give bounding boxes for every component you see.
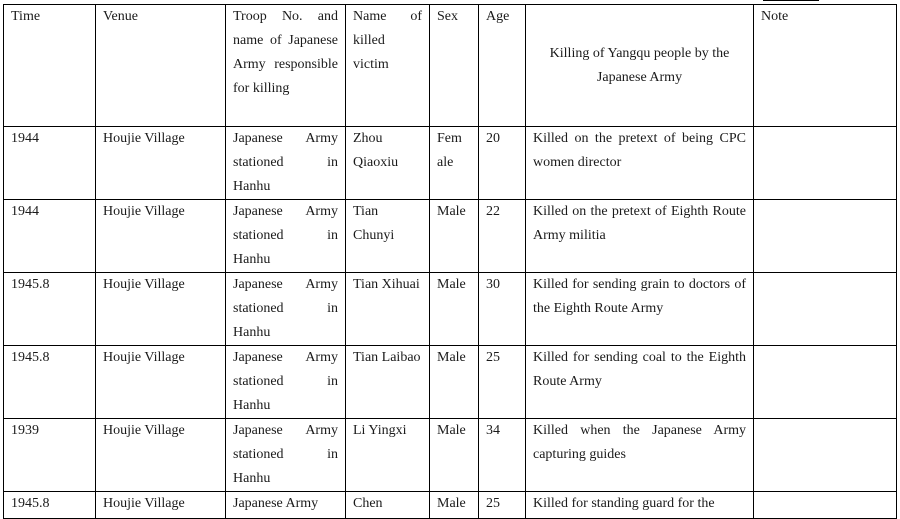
cell-time: 1945.8 bbox=[4, 346, 96, 419]
victims-table bbox=[3, 4, 897, 519]
cell-victim-name: Zhou Qiaoxiu bbox=[346, 127, 430, 200]
cell-troop: Japanese Army stationed in Hanhu bbox=[226, 273, 346, 346]
cell-killing: Killed when the Japanese Army capturing guides bbox=[526, 419, 754, 492]
cell-victim-name: Chen bbox=[346, 492, 430, 519]
table-row bbox=[4, 127, 897, 200]
cell-troop: Japanese Army stationed in Hanhu bbox=[226, 419, 346, 492]
table-header-row bbox=[4, 5, 897, 127]
cell-killing: Killed on the pretext of Eighth Route Army militia bbox=[526, 200, 754, 273]
cell-venue: Houjie Village bbox=[96, 419, 226, 492]
cell-time: 1939 bbox=[4, 419, 96, 492]
top-rule-mark bbox=[763, 0, 819, 1]
cell-killing: Killed for sending grain to doctors of the Eighth Route Army bbox=[526, 273, 754, 346]
cell-troop: Japanese Army stationed in Hanhu bbox=[226, 346, 346, 419]
cell-venue: Houjie Village bbox=[96, 273, 226, 346]
cell-age: 22 bbox=[479, 200, 526, 273]
cell-venue: Houjie Village bbox=[96, 346, 226, 419]
cell-age: 25 bbox=[479, 492, 526, 519]
header-sex: Sex bbox=[430, 5, 479, 127]
cell-venue: Houjie Village bbox=[96, 127, 226, 200]
cell-sex: Fem ale bbox=[430, 127, 479, 200]
cell-sex: Male bbox=[430, 273, 479, 346]
cell-note bbox=[754, 419, 897, 492]
header-killing: Killing of Yangqu people by the Japanese Army bbox=[526, 5, 754, 127]
cell-victim-name: Li Yingxi bbox=[346, 419, 430, 492]
cell-troop: Japanese Army stationed in Hanhu bbox=[226, 200, 346, 273]
cell-note bbox=[754, 273, 897, 346]
cell-age: 34 bbox=[479, 419, 526, 492]
cell-killing: Killed on the pretext of being CPC women director bbox=[526, 127, 754, 200]
cell-victim-name: Tian Xihuai bbox=[346, 273, 430, 346]
cell-note bbox=[754, 492, 897, 519]
cell-victim-name: Tian Laibao bbox=[346, 346, 430, 419]
cell-sex: Male bbox=[430, 492, 479, 519]
cell-time: 1945.8 bbox=[4, 492, 96, 519]
cell-note bbox=[754, 200, 897, 273]
cell-killing: Killed for standing guard for the bbox=[526, 492, 754, 519]
header-venue: Venue bbox=[96, 5, 226, 127]
cell-age: 25 bbox=[479, 346, 526, 419]
cell-victim-name: Tian Chunyi bbox=[346, 200, 430, 273]
cell-venue: Houjie Village bbox=[96, 492, 226, 519]
table-row bbox=[4, 346, 897, 419]
cell-note bbox=[754, 127, 897, 200]
header-victim-name: Name of killed victim bbox=[346, 5, 430, 127]
table-row bbox=[4, 419, 897, 492]
cell-killing: Killed for sending coal to the Eighth Route Army bbox=[526, 346, 754, 419]
cell-sex: Male bbox=[430, 419, 479, 492]
table-row bbox=[4, 492, 897, 519]
cell-troop: Japanese Army bbox=[226, 492, 346, 519]
header-troop: Troop No. and name of Japanese Army responsible for killing bbox=[226, 5, 346, 127]
cell-age: 30 bbox=[479, 273, 526, 346]
cell-troop: Japanese Army stationed in Hanhu bbox=[226, 127, 346, 200]
cell-sex: Male bbox=[430, 346, 479, 419]
header-age: Age bbox=[479, 5, 526, 127]
cell-time: 1944 bbox=[4, 127, 96, 200]
header-time: Time bbox=[4, 5, 96, 127]
cell-age: 20 bbox=[479, 127, 526, 200]
cell-time: 1945.8 bbox=[4, 273, 96, 346]
cell-sex: Male bbox=[430, 200, 479, 273]
table-row bbox=[4, 200, 897, 273]
cell-note bbox=[754, 346, 897, 419]
cell-time: 1944 bbox=[4, 200, 96, 273]
header-note: Note bbox=[754, 5, 897, 127]
cell-venue: Houjie Village bbox=[96, 200, 226, 273]
table-row bbox=[4, 273, 897, 346]
